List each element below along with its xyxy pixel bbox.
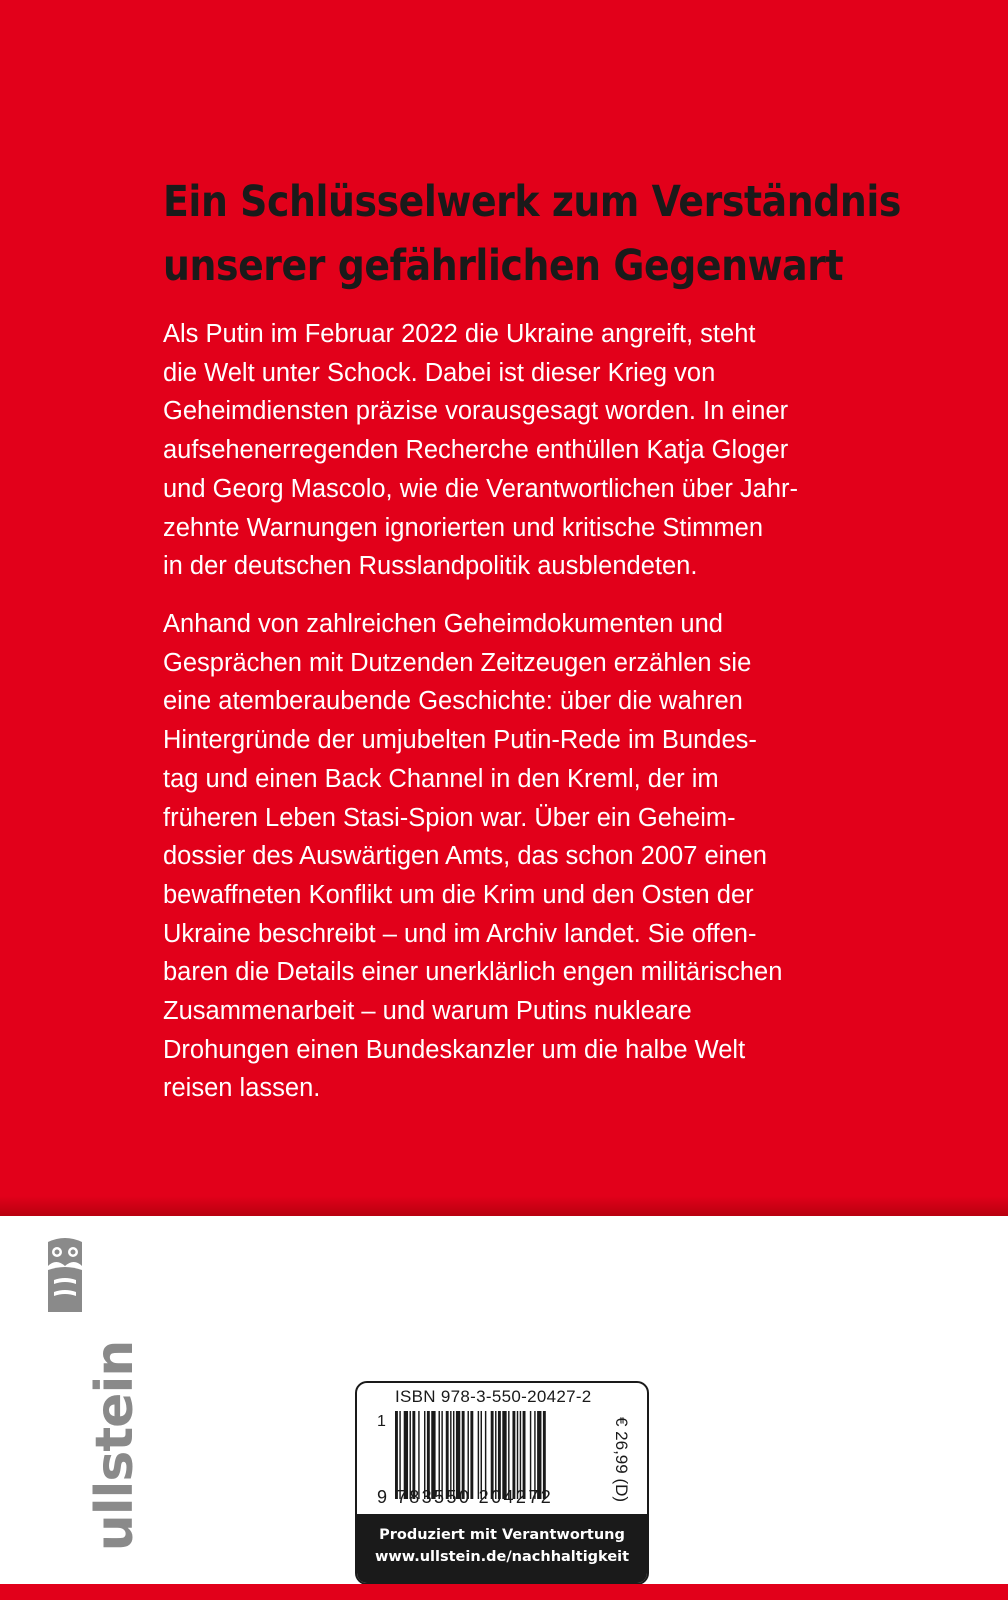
barcode-bar [481,1411,482,1499]
barcode-bar [530,1411,531,1499]
text-line: zehnte Warnungen ignorierten und kritische Stimmen [163,513,764,542]
barcode-bar [478,1411,479,1499]
barcode-bar [485,1411,486,1499]
text-line: Zusammenarbeit – und warum Putins nukleare [163,997,692,1026]
barcode-bar [395,1411,398,1499]
text-line: aufsehenerregenden Recherche enthüllen Katja Gloger [163,436,789,465]
barcode-bar [543,1411,546,1499]
barcode-bar [491,1411,494,1499]
text-line: und Georg Mascolo, wie die Verantwortlichen über Jahr- [163,474,798,503]
barcode-bar [517,1411,518,1499]
headline-line: unserer gefährlichen Gegenwart [163,241,844,291]
text-line: Ukraine beschreibt – und im Archiv landet. Sie offen- [163,919,757,948]
barcode-bar [508,1411,509,1499]
barcode-bar [456,1411,460,1499]
barcode-bar [512,1411,515,1499]
text-line: Hintergründe der umjubelten Putin-Rede im Bundes- [163,726,757,755]
price-label: € 26,99 (D) [612,1417,631,1503]
barcode-first-digit: 1 [377,1413,386,1430]
barcode-bar [502,1411,506,1499]
text-line: Gesprächen mit Dutzenden Zeitzeugen erzählen sie [163,648,752,677]
text-line: reisen lassen. [163,1074,321,1103]
barcode-bar [441,1411,442,1499]
bottom-red-band [0,1584,1008,1600]
barcode-bar [427,1411,430,1499]
headline-line: Ein Schlüsselwerk zum Verständnis [163,177,901,227]
cover-red-edge [0,1196,1008,1216]
barcode-label [355,1381,649,1585]
barcode-bar [520,1411,521,1499]
headline [163,170,901,298]
publisher-logo-text: ullstein [85,1340,145,1552]
barcode-bar [410,1411,411,1499]
text-line: tag und einen Back Channel in den Kreml, der im [163,764,719,793]
barcode-bar [418,1411,419,1499]
barcode-bar [439,1411,440,1499]
blurb-paragraph-2 [163,605,883,1108]
text-line: eine atemberaubende Geschichte: über die wahren [163,687,743,716]
barcode-bar [468,1411,469,1499]
text-line: in der deutschen Russlandpolitik ausblendeten. [163,552,698,581]
barcode-bars [395,1411,605,1499]
text-line: Anhand von zahlreichen Geheimdokumenten und [163,610,723,638]
barcode-bar [462,1411,465,1499]
text-line: Geheimdiensten präzise vorausgesagt worden. In einer [163,397,789,426]
barcode-bar [450,1411,451,1499]
production-line: Produziert mit Verantwortung [379,1527,625,1543]
publisher-logo [40,1236,145,1566]
barcode-bar [446,1411,449,1499]
barcode-bar [431,1411,435,1499]
barcode-bar [498,1411,501,1499]
blurb-paragraph-1 [163,315,883,586]
text-line: baren die Details einer unerklärlich engen militärischen [163,958,783,987]
barcode-bar [399,1411,400,1499]
text-line: bewaffneten Konflikt um die Krim und den Osten der [163,880,754,909]
text-line: früheren Leben Stasi-Spion war. Über ein Geheim- [163,803,736,832]
barcode-bar [404,1411,408,1499]
text-line: dossier des Auswärtigen Amts, das schon 2007 einen [163,842,767,871]
isbn-text: ISBN 978-3-550-20427-2 [395,1387,592,1406]
barcode-bar [470,1411,473,1499]
barcode-bar [412,1411,415,1499]
barcode-bar [424,1411,425,1499]
barcode-bar [537,1411,541,1499]
text-line: Als Putin im Februar 2022 die Ukraine angreift, steht [163,320,756,348]
production-url: www.ullstein.de/nachhaltigkeit [374,1549,630,1565]
text-line: Drohungen einen Bundeskanzler um die halbe Welt [163,1035,746,1064]
barcode-bar [453,1411,454,1499]
production-note [357,1514,647,1583]
barcode-bar [534,1411,535,1499]
barcode-bar [495,1411,496,1499]
text-line: die Welt unter Schock. Dabei ist dieser Krieg von [163,358,716,387]
owl-icon [44,1236,86,1316]
barcode-bar [523,1411,526,1499]
barcode-digits: 9 783550 204272 [377,1487,554,1507]
